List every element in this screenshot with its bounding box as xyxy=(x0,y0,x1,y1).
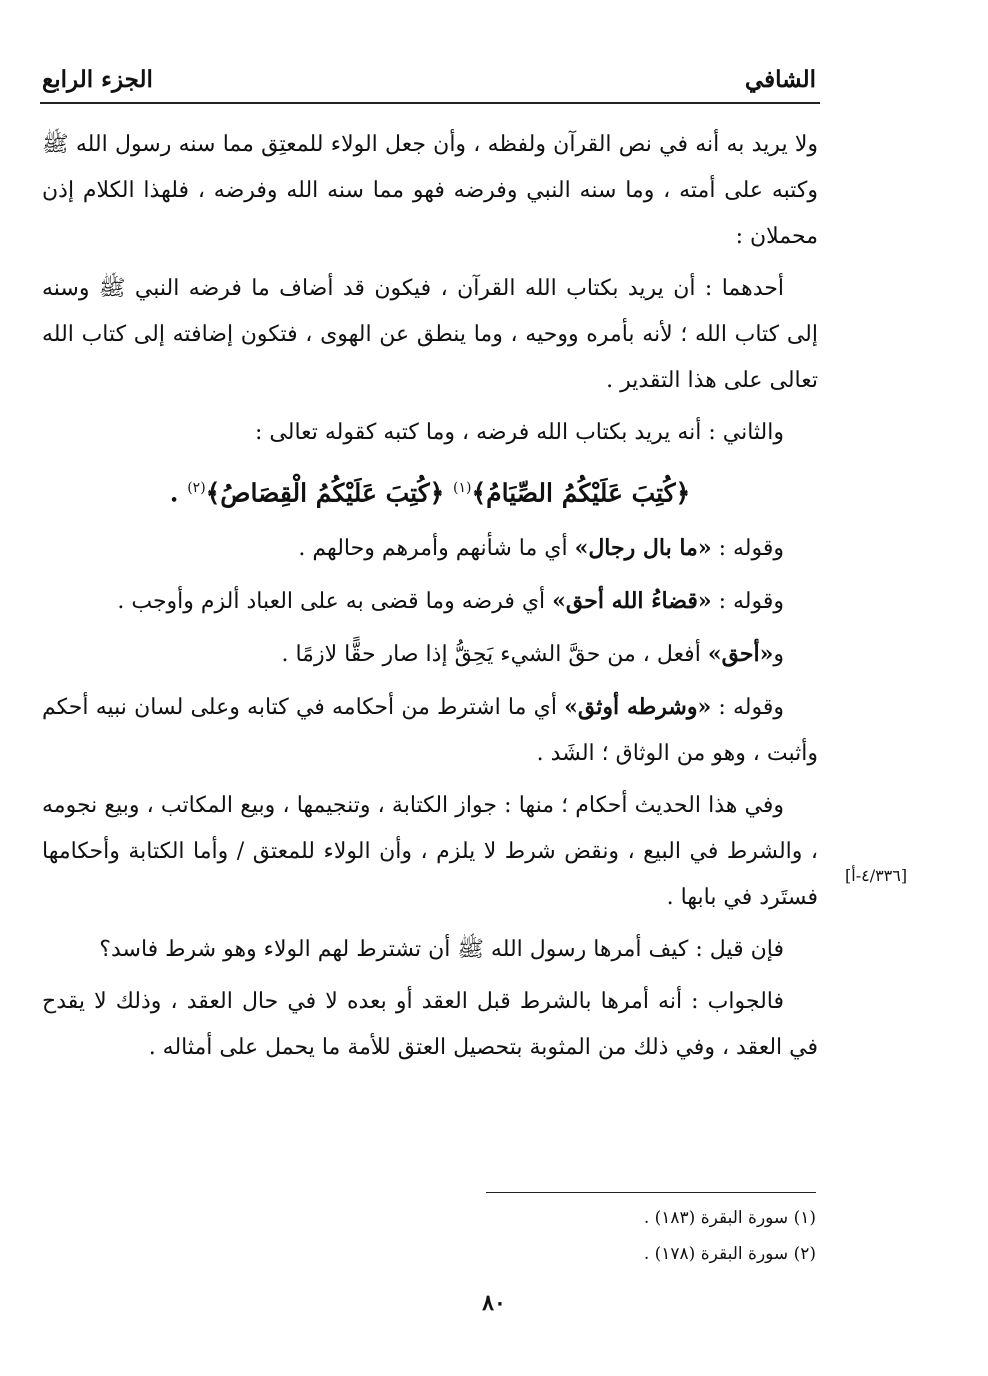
gloss-term: «وشرطه أوثق» xyxy=(564,694,712,721)
paragraph: فإن قيل : كيف أمرها رسول الله ﷺ أن تشترط لهم الولاء وهو شرط فاسد؟ xyxy=(99,937,784,963)
paragraph: ولا يريد به أنه في نص القرآن ولفظه ، وأن جعل الولاء للمعتِق مما سنه رسول الله ﷺ وكتبه على أمته ، وما سنه النبي وفرضه فهو مما سنه الله وفرضه ، فلهذا الكلام إذن محملان : xyxy=(42,132,818,249)
gloss-term: «قضاءُ الله أحق» xyxy=(552,588,712,615)
gloss xyxy=(42,525,818,572)
main-text xyxy=(42,122,818,1077)
paragraph: فالجواب : أنه أمرها بالشرط قبل العقد أو بعده لا في حال العقد ، وذلك لا يقدح في العقد ، وفي ذلك من المثوبة بتحصيل العتق للأمة ما يحمل على أمثاله . xyxy=(42,989,818,1061)
gloss xyxy=(42,684,818,777)
gloss xyxy=(42,631,818,678)
gloss-text: أي ما شأنهم وأمرهم وحالهم . xyxy=(298,536,575,562)
verse-end: . xyxy=(169,478,188,508)
footnote-rule xyxy=(486,1192,816,1193)
gloss-lead: و xyxy=(773,642,784,668)
book-title: الشافي xyxy=(744,65,816,93)
gloss-text: أي فرضه وما قضى به على العباد ألزم وأوجب . xyxy=(117,589,553,615)
verse-part: ﴿كُتِبَ عَلَيْكُمُ الْقِصَاصُ﴾ xyxy=(205,478,445,508)
footnote-ref: (٢) xyxy=(187,480,206,496)
gloss-lead: وقوله : xyxy=(711,695,785,721)
footnotes xyxy=(430,1200,816,1272)
paragraph: وفي هذا الحديث أحكام ؛ منها : جواز الكتابة ، وتنجيمها ، وبيع المكاتب ، وبيع نجومه ، والشرط في البيع ، ونقض شرط لا يلزم ، وأن الولاء للمعتق / وأما الكتابة وأحكامها فستَرد في بابها . xyxy=(42,793,818,911)
page-number: ٨٠ xyxy=(482,1290,506,1316)
gloss-lead: وقوله : xyxy=(711,589,784,615)
footnote: (١) سورة البقرة (١٨٣) . xyxy=(643,1208,816,1228)
gloss-term: «أحق» xyxy=(707,641,774,668)
gloss-lead: وقوله : xyxy=(711,536,784,562)
running-header xyxy=(42,58,816,100)
paragraph: أحدهما : أن يريد بكتاب الله القرآن ، فيكون قد أضاف ما فرضه النبي ﷺ وسنه إلى كتاب الله ؛ لأنه بأمره ووحيه ، وما ينطق عن الهوى ، فتكون إضافته إلى كتاب الله تعالى على هذا التقدير . xyxy=(42,276,818,393)
paragraph: والثاني : أنه يريد بكتاب الله فرضه ، وما كتبه كقوله تعالى : xyxy=(255,420,784,445)
header-rule xyxy=(40,102,820,104)
gloss xyxy=(42,578,818,625)
manuscript-folio-marker: [٤/٣٣٦-أ] xyxy=(845,866,908,885)
gloss-text: أي ما اشترط من أحكامه في كتابه وعلى لسان نبيه أحكم وأثبت ، وهو من الوثاق ؛ الشَد . xyxy=(42,695,818,767)
footnote-ref: (١) xyxy=(453,480,472,496)
gloss-term: «ما بال رجال» xyxy=(574,535,712,562)
volume-label: الجزء الرابع xyxy=(42,65,153,93)
quran-verse xyxy=(42,462,818,519)
gloss-text: أفعل ، من حقَّ الشيء يَحِقُّ إذا صار حقًّا لازمًا . xyxy=(281,642,708,668)
verse-part: ﴿كُتِبَ عَلَيْكُمُ الصِّيَامُ﴾ xyxy=(471,478,691,508)
footnote: (٢) سورة البقرة (١٧٨) . xyxy=(643,1244,816,1264)
